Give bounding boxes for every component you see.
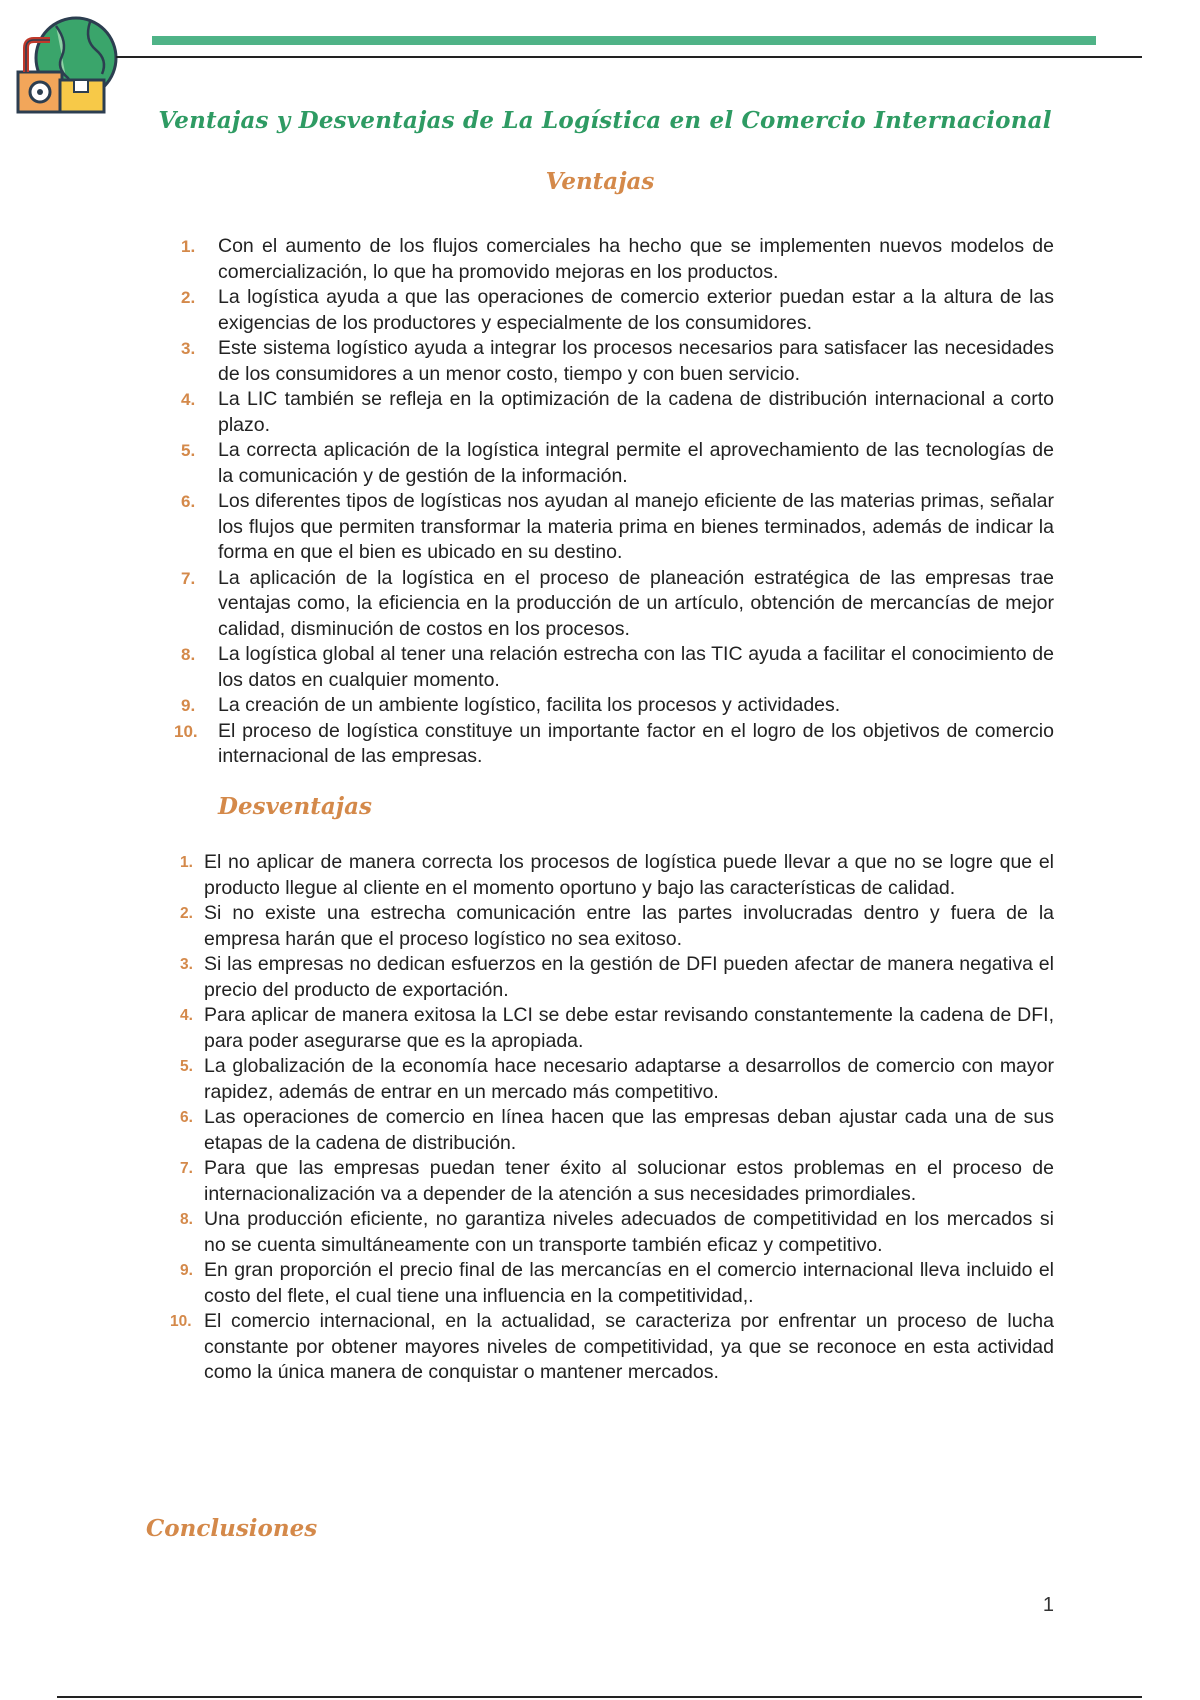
list-item (164, 438, 1054, 489)
ventajas-list (164, 234, 1054, 770)
list-item (180, 850, 1054, 901)
desventajas-list (170, 850, 1054, 1386)
list-item (164, 387, 1054, 438)
ventajas-heading: Ventajas (545, 168, 655, 195)
item-text: En gran proporción el precio final de las mercancías en el comercio internacional lleva incluido el costo del flete, el cual tiene una influencia en la competitividad,. (204, 1259, 1054, 1307)
list-item (180, 1054, 1054, 1105)
list-item (180, 901, 1054, 952)
logistics-globe-logo (16, 12, 120, 114)
list-item (180, 1207, 1054, 1258)
item-text: La creación de un ambiente logístico, facilita los procesos y actividades. (218, 694, 841, 716)
item-text: La correcta aplicación de la logística integral permite el aprovechamiento de las tecnologías de la comunicación y de gestión de la información. (218, 439, 1054, 487)
item-text: El comercio internacional, en la actualidad, se caracteriza por enfrentar un proceso de lucha constante por obtener mayores niveles de competitividad, ya que se reconoce en esta actividad como la única manera de conquistar o mantener mercados. (204, 1310, 1054, 1383)
list-item (180, 1003, 1054, 1054)
item-number: 9. (181, 696, 196, 715)
item-number: 10. (170, 1313, 192, 1330)
item-text: Los diferentes tipos de logísticas nos ayudan al manejo eficiente de las materias primas, señalar los flujos que permiten transformar la materia prima en bienes terminados, además de indicar la forma en que el bien es ubicado en su destino. (218, 490, 1054, 563)
list-item (164, 489, 1054, 566)
conclusiones-heading: Conclusiones (146, 1515, 318, 1542)
item-number: 6. (180, 1109, 193, 1126)
header-accent-bar (152, 36, 1096, 45)
item-text: Para aplicar de manera exitosa la LCI se debe estar revisando constantemente la cadena de DFI, para poder asegurarse que es la apropiada. (204, 1004, 1054, 1052)
item-number: 2. (181, 288, 196, 307)
item-number: 1. (181, 237, 196, 256)
list-item (180, 1156, 1054, 1207)
item-number: 3. (181, 339, 196, 358)
item-text: La globalización de la economía hace necesario adaptarse a desarrollos de comercio con mayor rapidez, además de entrar en un mercado más competitivo. (204, 1055, 1054, 1103)
header-rule (116, 56, 1142, 58)
item-text: El proceso de logística constituye un importante factor en el logro de los objetivos de comercio internacional de las empresas. (218, 719, 1054, 767)
item-number: 7. (181, 568, 196, 588)
item-text: Para que las empresas puedan tener éxito al solucionar estos problemas en el proceso de internacionalización va a depender de la atención a sus necesidades primordiales. (204, 1157, 1054, 1205)
item-number: 8. (180, 1211, 193, 1228)
list-item (180, 1105, 1054, 1156)
item-text: La LIC también se refleja en la optimización de la cadena de distribución internacional a corto plazo. (218, 388, 1054, 436)
item-number: 10. (174, 721, 198, 741)
item-number: 8. (181, 645, 196, 664)
footer-rule (57, 1696, 1142, 1698)
list-item (170, 1309, 1054, 1386)
item-text: El no aplicar de manera correcta los procesos de logística puede llevar a que no se logre que el producto llegue al cliente en el momento oportuno y bajo las características de calidad. (204, 851, 1054, 899)
item-number: 2. (180, 905, 193, 922)
item-number: 6. (181, 492, 196, 511)
list-item (164, 234, 1054, 285)
item-number: 4. (181, 390, 196, 409)
list-item (164, 642, 1054, 693)
list-item (180, 1258, 1054, 1309)
list-item (164, 719, 1054, 770)
list-item (180, 952, 1054, 1003)
item-text: La logística ayuda a que las operaciones de comercio exterior puedan estar a la altura de las exigencias de los productores y especialmente de los consumidores. (218, 286, 1054, 334)
item-number: 3. (180, 956, 193, 973)
item-number: 9. (180, 1262, 193, 1279)
list-item (164, 566, 1054, 643)
item-text: Con el aumento de los flujos comerciales ha hecho que se implementen nuevos modelos de comercialización, lo que ha promovido mejoras en los productos. (218, 235, 1054, 283)
document-title: Ventajas y Desventajas de La Logística en el Comercio Internacional (158, 107, 1052, 134)
list-item (164, 336, 1054, 387)
item-text: La logística global al tener una relación estrecha con las TIC ayuda a facilitar el conocimiento de los datos en cualquier momento. (218, 643, 1054, 691)
desventajas-heading: Desventajas (218, 793, 372, 820)
item-number: 4. (180, 1007, 193, 1024)
item-text: Si las empresas no dedican esfuerzos en la gestión de DFI pueden afectar de manera negativa el precio del producto de exportación. (204, 953, 1054, 1001)
item-text: Las operaciones de comercio en línea hacen que las empresas deban ajustar cada una de sus etapas de la cadena de distribución. (204, 1106, 1054, 1154)
item-number: 1. (180, 854, 193, 871)
item-text: Si no existe una estrecha comunicación entre las partes involucradas dentro y fuera de la empresa harán que el proceso logístico no sea exitoso. (204, 902, 1054, 950)
item-number: 7. (180, 1160, 193, 1177)
item-number: 5. (181, 441, 196, 460)
item-text: Una producción eficiente, no garantiza niveles adecuados de competitividad en los mercados si no se cuenta simultáneamente con un transporte también eficaz y competitivo. (204, 1208, 1054, 1256)
list-item (164, 693, 1054, 719)
item-number: 5. (180, 1058, 193, 1075)
item-text: Este sistema logístico ayuda a integrar los procesos necesarios para satisfacer las necesidades de los consumidores a un menor costo, tiempo y con buen servicio. (218, 337, 1054, 385)
item-text: La aplicación de la logística en el proceso de planeación estratégica de las empresas trae ventajas como, la eficiencia en la producción de un artículo, obtención de mercancías de mejor calidad, disminución de costos en los procesos. (218, 566, 1054, 640)
list-item (164, 285, 1054, 336)
page-number: 1 (1042, 1594, 1054, 1616)
